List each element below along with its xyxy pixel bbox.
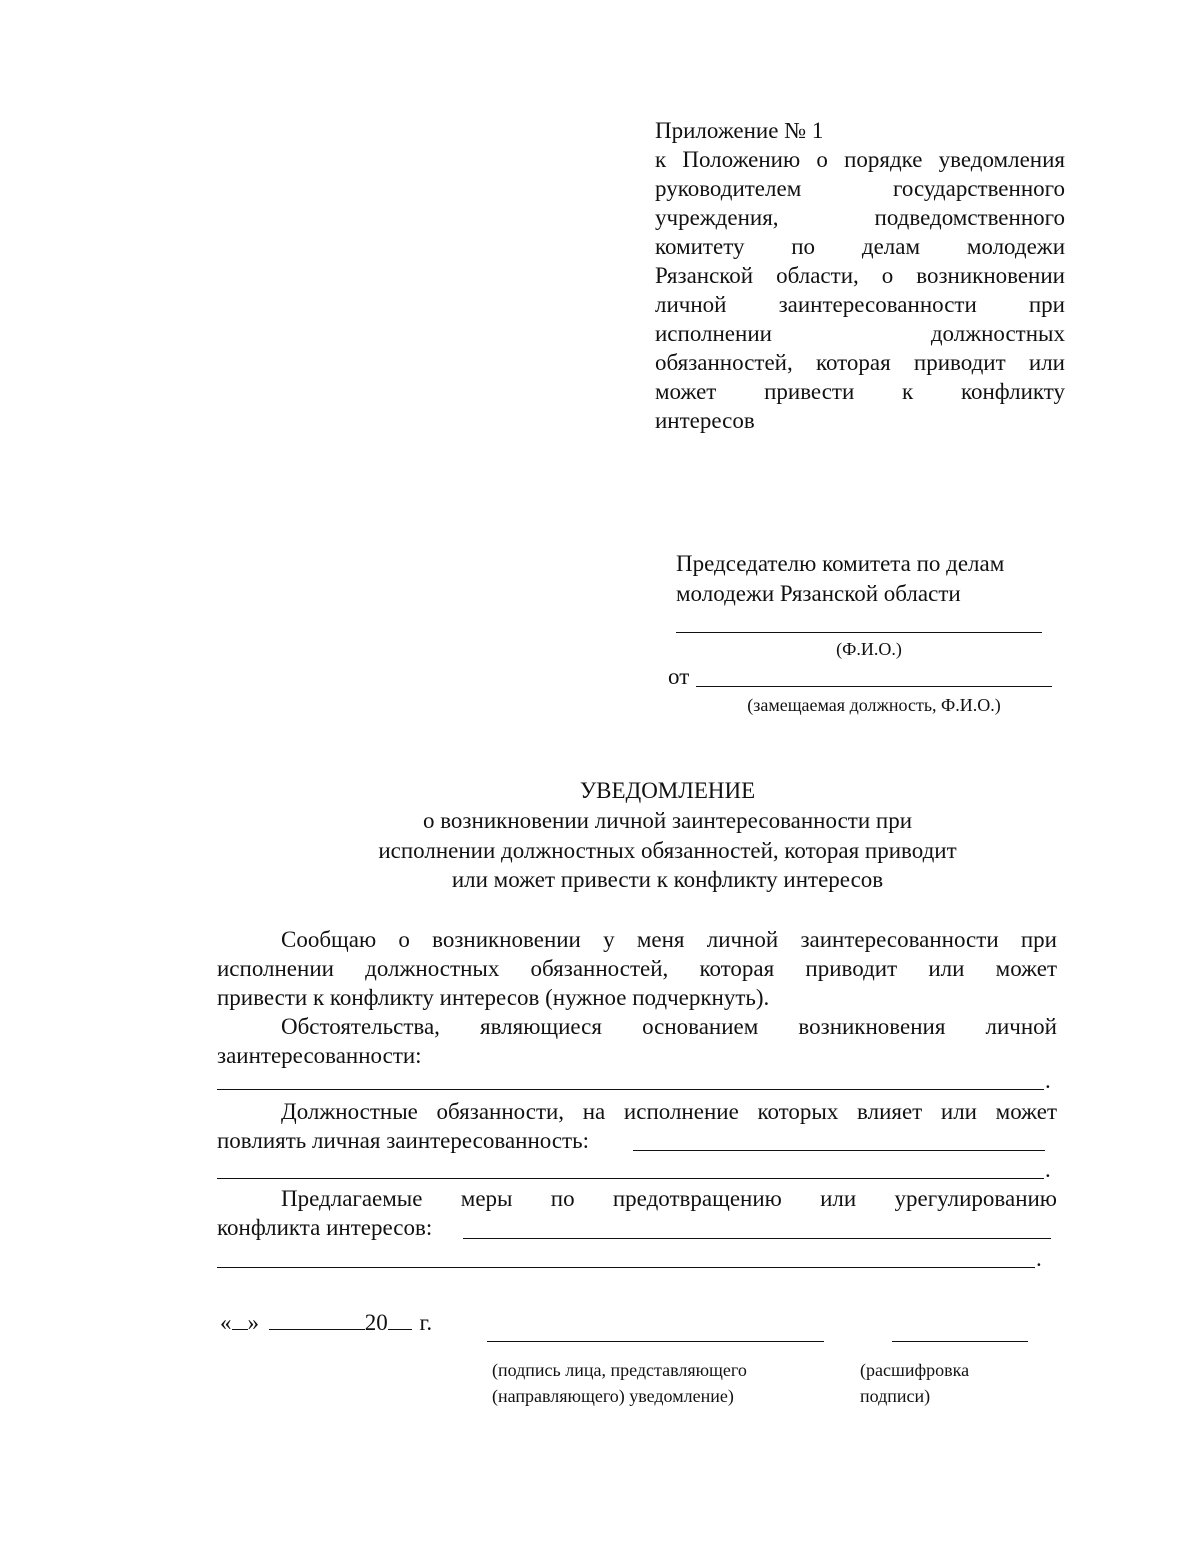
p4-line-2-text: конфликта интересов: bbox=[217, 1215, 433, 1240]
period: . bbox=[1045, 1157, 1051, 1182]
appendix-block bbox=[655, 116, 1065, 435]
p2-line-1: Обстоятельства, являющиеся основанием возникновения личной bbox=[281, 1014, 1057, 1039]
appendix-line: комитету по делам молодежи bbox=[655, 234, 1065, 259]
appendix-line: учреждения, подведомственного bbox=[655, 205, 1065, 230]
heading-sub-3: или может привести к конфликту интересов bbox=[451, 867, 884, 892]
addressee-line-2: молодежи Рязанской области bbox=[676, 581, 961, 606]
paragraph-1 bbox=[217, 925, 1057, 1012]
year-prefix: 20 bbox=[364, 1310, 388, 1335]
p2-line-2: заинтересованности: bbox=[217, 1043, 422, 1068]
p1-line-3: привести к конфликту интересов (нужное подчеркнуть). bbox=[217, 985, 770, 1010]
appendix-line: руководителем государственного bbox=[655, 176, 1065, 201]
paragraph-3 bbox=[217, 1097, 1057, 1155]
appendix-line: интересов bbox=[655, 408, 755, 433]
period: . bbox=[1036, 1246, 1042, 1271]
month-blank bbox=[269, 1311, 365, 1330]
paragraph-4 bbox=[217, 1184, 1057, 1242]
heading-sub-1: о возникновении личной заинтересованности при bbox=[422, 808, 913, 833]
quote-open: « bbox=[220, 1310, 232, 1335]
appendix-line: исполнении должностных bbox=[655, 321, 1065, 346]
year-suffix: г. bbox=[419, 1310, 433, 1335]
quote-close: » bbox=[247, 1310, 259, 1335]
p1-line-2: исполнении должностных обязанностей, которая приводит или может bbox=[217, 956, 1057, 981]
paragraph-2 bbox=[217, 1012, 1057, 1070]
p3-line-2-text: повлиять личная заинтересованность: bbox=[217, 1128, 589, 1153]
decode-caption-line-2: подписи) bbox=[860, 1386, 931, 1406]
addressee-line-1: Председателю комитета по делам bbox=[676, 551, 1005, 576]
appendix-line: обязанностей, которая приводит или bbox=[655, 350, 1065, 375]
appendix-line: личной заинтересованности при bbox=[655, 292, 1065, 317]
from-rule bbox=[696, 686, 1052, 687]
signature-rule bbox=[487, 1341, 824, 1342]
signature-caption-line-2: (направляющего) уведомление) bbox=[492, 1386, 734, 1406]
appendix-title: Приложение № 1 bbox=[655, 118, 824, 143]
period: . bbox=[1045, 1068, 1051, 1093]
day-blank bbox=[232, 1311, 248, 1330]
year-blank bbox=[388, 1311, 412, 1330]
duties-rule bbox=[217, 1178, 1044, 1179]
measures-inline-rule bbox=[463, 1238, 1051, 1239]
addressee-block bbox=[676, 549, 1056, 609]
heading-sub-2: исполнении должностных обязанностей, которая приводит bbox=[378, 838, 957, 863]
fio-rule bbox=[676, 632, 1042, 633]
appendix-line: может привести к конфликту bbox=[655, 379, 1065, 404]
p1-line-1: Сообщаю о возникновении у меня личной заинтересованности при bbox=[281, 927, 1057, 952]
appendix-line: Рязанской области, о возникновении bbox=[655, 263, 1065, 288]
measures-rule bbox=[217, 1267, 1035, 1268]
p3-line-1: Должностные обязанности, на исполнение которых влияет или может bbox=[281, 1099, 1057, 1124]
date-line bbox=[220, 1308, 432, 1337]
fio-caption: (Ф.И.О.) bbox=[836, 639, 902, 659]
signature-caption-line-1: (подпись лица, представляющего bbox=[492, 1360, 747, 1380]
decode-caption-line-1: (расшифровка bbox=[860, 1360, 970, 1380]
heading-title: УВЕДОМЛЕНИЕ bbox=[579, 778, 756, 803]
appendix-line: к Положению о порядке уведомления bbox=[655, 147, 1065, 172]
circumstances-rule bbox=[217, 1089, 1044, 1090]
from-label: от bbox=[668, 664, 690, 689]
p4-line-1: Предлагаемые меры по предотвращению или урегулированию bbox=[281, 1186, 1057, 1211]
decode-caption bbox=[860, 1357, 1040, 1409]
duties-inline-rule bbox=[633, 1150, 1045, 1151]
from-caption: (замещаемая должность, Ф.И.О.) bbox=[747, 695, 1001, 715]
signature-caption bbox=[492, 1357, 832, 1409]
decode-rule bbox=[892, 1341, 1028, 1342]
